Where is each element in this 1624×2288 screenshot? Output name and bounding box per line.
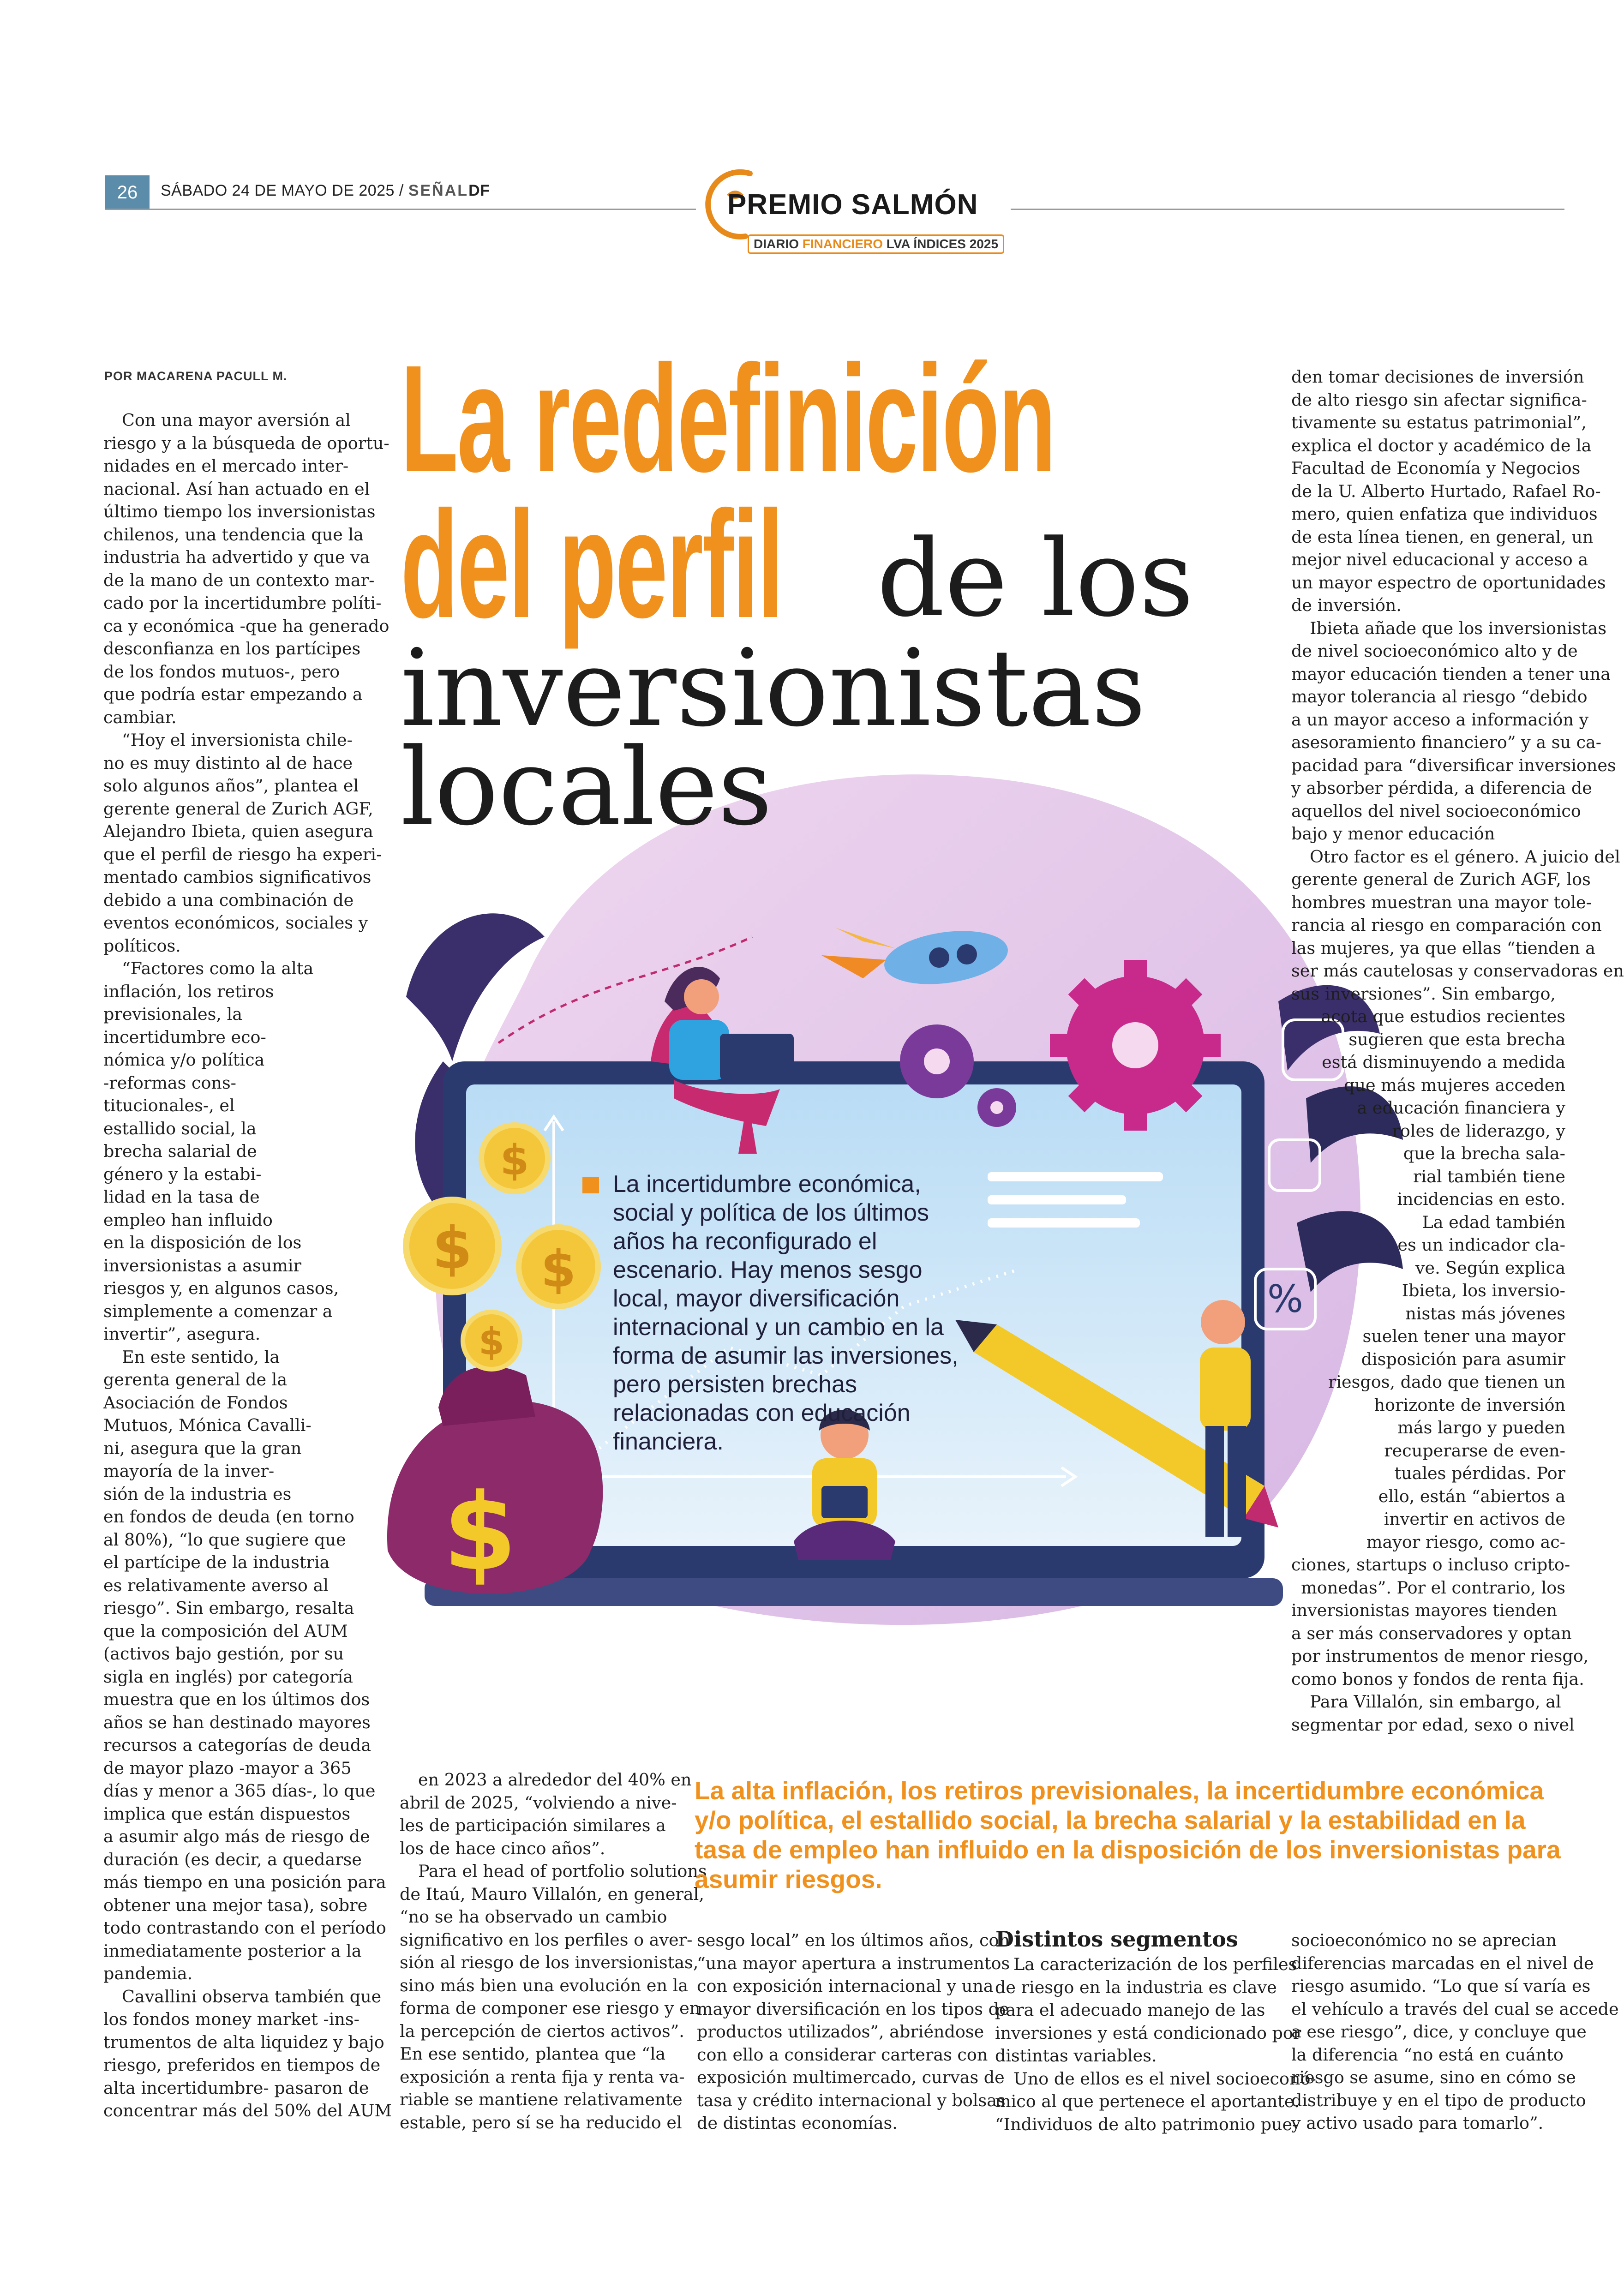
text-line: simplemente a comenzar a [103, 1301, 333, 1321]
text-line: mayoría de la inver- [103, 1461, 275, 1481]
text-line: den tomar decisiones de inversión [1291, 367, 1584, 387]
text-line: pandemia. [103, 1964, 193, 1983]
text-line: la percepción de ciertos activos”. [400, 2021, 684, 2041]
text-line: duración (es decir, a quedarse [103, 1849, 362, 1869]
text-line: el partícipe de la industria [103, 1552, 330, 1572]
text-line: tuales pérdidas. Por [1394, 1463, 1565, 1483]
text-line: acota que estudios recientes [1321, 1006, 1565, 1026]
text-line: sión al riesgo de los inversionistas, [400, 1953, 699, 1972]
text-line: en 2023 a alrededor del 40% en [418, 1770, 692, 1790]
text-line: solo algunos años”, plantea el [103, 776, 359, 796]
text-line: les de participación similares a [400, 1815, 666, 1835]
text-line: socioeconómico no se aprecian [1291, 1930, 1557, 1950]
article-column-3 [697, 1929, 1010, 2135]
text-line: La edad también [1422, 1212, 1565, 1232]
text-line: horizonte de inversión [1374, 1395, 1565, 1415]
text-line: de Itaú, Mauro Villalón, en general, [400, 1884, 704, 1904]
percent-symbol: % [1267, 1277, 1303, 1321]
text-line: pacidad para “diversificar inversiones [1291, 755, 1616, 775]
headline-line-2b: de los [877, 517, 1194, 641]
svg-text:$: $ [479, 1320, 504, 1363]
text-line: “Hoy el inversionista chile- [122, 730, 353, 750]
text-line: género y la estabi- [103, 1164, 262, 1184]
text-line: ni, asegura que la gran [103, 1438, 302, 1458]
text-line: forma de componer ese riesgo y en [400, 1998, 701, 2018]
header-rule [105, 209, 696, 210]
text-line: riesgo y a la búsqueda de oportu- [103, 433, 390, 453]
svg-text:$: $ [540, 1240, 576, 1299]
text-line: por instrumentos de menor riesgo, [1291, 1646, 1589, 1666]
text-line: incertidumbre eco- [103, 1027, 266, 1047]
text-line: días y menor a 365 días-, lo que [103, 1781, 376, 1801]
text-line: mayor educación tienden a tener una [1291, 664, 1611, 684]
text-line: a asumir algo más de riesgo de [103, 1827, 370, 1846]
text-line: rial también tiene [1413, 1166, 1565, 1186]
text-line: un mayor espectro de oportunidades [1291, 572, 1606, 593]
text-line: titucionales-, el [103, 1096, 235, 1115]
text-line: los fondos money market -ins- [103, 2009, 360, 2029]
text-line: nistas más jóvenes [1405, 1303, 1565, 1324]
text-line: monedas”. Por el contrario, los [1301, 1577, 1565, 1598]
text-line: invertir en activos de [1384, 1509, 1565, 1529]
pull-quote: La alta inflación, los retiros previsionales, la incertidumbre económica y/o política, el estallido social, la brecha salarial y la estabilidad en la tasa de empleo han influido en la disposición de los inversionistas para asumir riesgos. [695, 1776, 1561, 1893]
text-line: brecha salarial de [103, 1141, 257, 1161]
text-line: para el adecuado manejo de las [995, 2000, 1265, 2020]
headline-line-3: inversionistas [401, 627, 1146, 750]
text-line: mico al que pertenece el aportante. [995, 2091, 1300, 2111]
subheading: Distintos segmentos [995, 1927, 1238, 1952]
text-line: debido a una combinación de [103, 890, 354, 910]
text-line: de esta línea tienen, en general, un [1291, 527, 1594, 547]
text-line: a educación financiera y [1357, 1098, 1565, 1118]
text-line: cado por la incertidumbre políti- [103, 593, 382, 613]
text-line: que la brecha sala- [1403, 1144, 1565, 1163]
text-line: y activo usado para tomarlo”. [1291, 2113, 1544, 2133]
text-line: diferencias marcadas en el nivel de [1291, 1953, 1594, 1973]
text-line: rancia al riesgo en comparación con [1291, 915, 1602, 935]
text-line: al 80%), “lo que sugiere que [103, 1529, 346, 1550]
text-line: incidencias en esto. [1397, 1189, 1565, 1209]
text-line: “una mayor apertura a instrumentos [697, 1953, 1010, 1973]
text-line: los de hace cinco años”. [400, 1838, 605, 1858]
text-line: “no se ha observado un cambio [400, 1907, 667, 1927]
text-line: recuperarse de even- [1384, 1440, 1565, 1461]
award-subtitle: DIARIO FINANCIERO LVA ÍNDICES 2025 [748, 234, 1004, 254]
byline: POR MACARENA PACULL M. [104, 369, 288, 383]
text-line: la diferencia “no está en cuánto [1291, 2044, 1564, 2065]
text-line: roles de liderazgo, y [1392, 1120, 1565, 1141]
text-line: en fondos de deuda (en torno [103, 1507, 354, 1527]
text-line: distintas variables. [995, 2046, 1157, 2066]
text-line: implica que están dispuestos [103, 1803, 351, 1824]
section-name: SEÑAL [408, 182, 469, 199]
dollar-symbol: $ [443, 1471, 517, 1594]
text-line: tivamente su estatus patrimonial”, [1291, 413, 1587, 432]
text-line: -reformas cons- [103, 1072, 237, 1093]
text-line: productos utilizados”, abriéndose [697, 2022, 984, 2042]
text-line: disposición para asumir [1361, 1349, 1565, 1369]
text-line: mayor tolerancia al riesgo “debido [1291, 687, 1588, 707]
text-line: Alejandro Ibieta, quien asegura [103, 821, 373, 841]
text-line: más largo y pueden [1397, 1418, 1565, 1437]
text-line: de los fondos mutuos-, pero [103, 661, 340, 682]
text-line: En este sentido, la [122, 1347, 280, 1367]
text-line: ciones, startups o incluso cripto- [1291, 1555, 1570, 1575]
text-line: riesgos, dado que tienen un [1328, 1372, 1565, 1392]
text-line: está disminuyendo a medida [1322, 1052, 1565, 1072]
text-line: ca y económica -que ha generado [103, 616, 390, 636]
text-line: ve. Según explica [1415, 1258, 1565, 1278]
award-title: PREMIO SALMÓN [727, 189, 978, 221]
text-line: no es muy distinto al de hace [103, 753, 353, 773]
text-line: industria ha advertido y que va [103, 547, 370, 567]
text-line: Para el head of portfolio solutions [418, 1861, 707, 1881]
section-brand: DF [468, 182, 490, 199]
text-line: ello, están “abiertos a [1378, 1486, 1565, 1506]
text-line: explica el doctor y académico de la [1291, 435, 1592, 455]
text-line: aquellos del nivel socioeconómico [1291, 801, 1581, 821]
text-line: riable se mantiene relativamente [400, 2090, 683, 2109]
text-line: riesgo se asume, sino en cómo se [1291, 2067, 1576, 2087]
text-line: sugieren que esta brecha [1348, 1029, 1565, 1049]
text-line: sión de la industria es [103, 1484, 292, 1504]
text-line: lidad en la tasa de [103, 1187, 260, 1207]
header-rule [1011, 209, 1564, 210]
text-line: de la U. Alberto Hurtado, Rafael Ro- [1291, 481, 1601, 501]
text-line: obtener una mejor tasa), sobre [103, 1895, 368, 1915]
text-line: de riesgo en la industria es clave [995, 1977, 1277, 1997]
text-line: desconfianza en los partícipes [103, 639, 361, 659]
text-line: de inversión. [1291, 595, 1402, 615]
text-line: mayor riesgo, como ac- [1366, 1532, 1565, 1552]
text-line: estallido social, la [103, 1118, 257, 1138]
text-line: como bonos y fondos de renta fija. [1291, 1669, 1584, 1689]
text-line: en la disposición de los [103, 1233, 302, 1252]
text-line: de alto riesgo sin afectar significa- [1291, 389, 1587, 410]
page-number: 26 [105, 175, 150, 210]
svg-text:$: $ [500, 1136, 529, 1185]
text-line: empleo han influido [103, 1210, 273, 1230]
text-line: gerente general de Zurich AGF, los [1291, 869, 1591, 889]
text-line: es un indicador cla- [1397, 1235, 1565, 1255]
article-column-5 [1291, 365, 1624, 1736]
text-line: mejor nivel educacional y acceso a [1291, 550, 1588, 569]
text-line: riesgos y, en algunos casos, [103, 1278, 339, 1298]
text-line: ser más cautelosas y conservadoras en [1291, 961, 1624, 981]
text-line: que podría estar empezando a [103, 684, 363, 704]
text-line: las mujeres, ya que ellas “tienden a [1291, 938, 1595, 958]
text-line: inversiones y está condicionado por [995, 2023, 1301, 2043]
text-line: Con una mayor aversión al [122, 410, 351, 430]
text-line: mayor diversificación en los tipos de [697, 1999, 1009, 2019]
text-line: hombres muestran una mayor tole- [1291, 892, 1592, 912]
text-line: La caracterización de los perfiles [1013, 1954, 1297, 1974]
article-column-5-bottom [1291, 1929, 1619, 2135]
text-line: a ser más conservadores y optan [1291, 1623, 1572, 1643]
text-line: más tiempo en una posición para [103, 1872, 386, 1892]
text-line: exposición a renta fija y renta va- [400, 2066, 685, 2087]
text-line: a ese riesgo”, dice, y concluye que [1291, 2022, 1587, 2042]
text-line: nómica y/o política [103, 1050, 265, 1070]
text-line: de mayor plazo -mayor a 365 [103, 1758, 352, 1778]
text-line: con exposición internacional y una [697, 1976, 994, 1996]
text-line: a un mayor acceso a información y [1291, 709, 1589, 730]
text-line: que la composición del AUM [103, 1621, 348, 1641]
text-line: Ibieta añade que los inversionistas [1310, 618, 1607, 638]
text-line: segmentar por edad, sexo o nivel [1291, 1714, 1575, 1735]
text-line: Facultad de Economía y Negocios [1291, 458, 1581, 478]
text-line: Para Villalón, sin embargo, al [1310, 1692, 1561, 1712]
text-line: mentado cambios significativos [103, 867, 372, 887]
text-line: gerente general de Zurich AGF, [103, 798, 373, 819]
issue-date: SÁBADO 24 DE MAYO DE 2025 [161, 182, 395, 199]
text-line: el vehículo a través del cual se accede [1291, 1999, 1619, 2019]
text-line: trumentos de alta liquidez y bajo [103, 2032, 384, 2052]
bullet-square [582, 1177, 599, 1193]
text-line: “Factores como la alta [122, 958, 314, 978]
text-line: Mutuos, Mónica Cavalli- [103, 1415, 312, 1435]
text-line: (activos bajo gestión, por su [103, 1644, 344, 1664]
text-line: inmediatamente posterior a la [103, 1941, 362, 1961]
text-line: sus inversiones”. Sin embargo, [1291, 983, 1556, 1004]
text-line: cambiar. [103, 707, 177, 727]
text-line: mero, quien enfatiza que individuos [1291, 504, 1598, 524]
text-line: y absorber pérdida, a diferencia de [1291, 778, 1592, 798]
text-line: sino más bien una evolución en la [400, 1975, 689, 1995]
text-line: riesgo asumido. “Lo que sí varía es [1291, 1976, 1591, 1996]
text-line: gerenta general de la [103, 1370, 288, 1390]
text-line: exposición multimercado, curvas de [697, 2067, 1005, 2087]
text-line: concentrar más del 50% del AUM [103, 2101, 392, 2120]
text-line: chilenos, una tendencia que la [103, 524, 364, 545]
text-line: sesgo local” en los últimos años, con [697, 1930, 1010, 1950]
text-line: alta incertidumbre- pasaron de [103, 2078, 369, 2098]
text-line: inversionistas a asumir [103, 1255, 301, 1276]
text-line: tasa y crédito internacional y bolsas [697, 2090, 1006, 2110]
svg-text:$: $ [432, 1215, 473, 1282]
article-column-4 [995, 1953, 1316, 2136]
text-line: “Individuos de alto patrimonio pue- [995, 2114, 1298, 2134]
text-line: suelen tener una mayor [1362, 1326, 1565, 1346]
text-line: recursos a categorías de deuda [103, 1735, 372, 1755]
text-line: nacional. Así han actuado en el [103, 479, 370, 499]
text-line: riesgo, preferidos en tiempos de [103, 2055, 381, 2075]
text-line: políticos. [103, 935, 181, 956]
text-line: inversionistas mayores tienden [1291, 1600, 1558, 1620]
dateline: SÁBADO 24 DE MAYO DE 2025 / SEÑALDF [161, 182, 490, 199]
text-line: que más mujeres acceden [1344, 1075, 1565, 1095]
text-line: de la mano de un contexto mar- [103, 570, 375, 590]
headline-line-2a: del perfil [401, 479, 783, 649]
text-line: último tiempo los inversionistas [103, 502, 376, 521]
text-line: que el perfil de riesgo ha experi- [103, 844, 382, 864]
text-line: inflación, los retiros [103, 981, 274, 1001]
text-line: sigla en inglés) por categoría [103, 1666, 353, 1687]
text-line: Cavallini observa también que [122, 1986, 382, 2006]
headline-line-1: La redefinición [401, 333, 1055, 503]
text-line: Asociación de Fondos [103, 1392, 288, 1413]
headline-line-4: locales [401, 726, 773, 849]
text-line: Uno de ellos es el nivel socioeconó- [1013, 2068, 1316, 2089]
text-line: distribuye y en el tipo de producto [1291, 2090, 1586, 2110]
text-line: estable, pero sí se ha reducido el [400, 2112, 682, 2132]
text-line: nidades en el mercado inter- [103, 456, 349, 476]
text-line: riesgo”. Sin embargo, resalta [103, 1598, 354, 1618]
text-line: muestra que en los últimos dos [103, 1689, 370, 1709]
text-line: Ibieta, los inversio- [1402, 1281, 1565, 1300]
text-line: años se han destinado mayores [103, 1712, 371, 1732]
text-line: es relativamente averso al [103, 1575, 329, 1595]
article-column-1 [103, 409, 390, 2122]
text-line: invertir”, asegura. [103, 1324, 261, 1344]
text-line: de nivel socioeconómico alto y de [1291, 641, 1578, 661]
text-line: bajo y menor educación [1291, 824, 1495, 844]
text-line: con ello a considerar carteras con [697, 2044, 988, 2065]
text-line: Otro factor es el género. A juicio del [1310, 846, 1620, 867]
text-line: En ese sentido, plantea que “la [400, 2044, 666, 2064]
text-line: previsionales, la [103, 1004, 243, 1024]
text-line: todo contrastando con el período [103, 1918, 386, 1938]
text-line: abril de 2025, “volviendo a nive- [400, 1792, 677, 1813]
text-line: asesoramiento financiero” y a su ca- [1291, 732, 1602, 752]
highlight-text: La incertidumbre económica, social y política de los últimos años ha reconfigurado el escenario. Hay menos sesgo local, mayor diversificación internacional y un cambio en la forma de asumir las inversiones, pero persisten brechas relacionadas con educación financiera. [613, 1171, 959, 1455]
text-line: de distintas economías. [697, 2113, 898, 2133]
text-line: significativo en los perfiles o aver- [400, 1929, 693, 1950]
text-line: eventos económicos, sociales y [103, 913, 368, 933]
article-column-2 [400, 1768, 707, 2134]
